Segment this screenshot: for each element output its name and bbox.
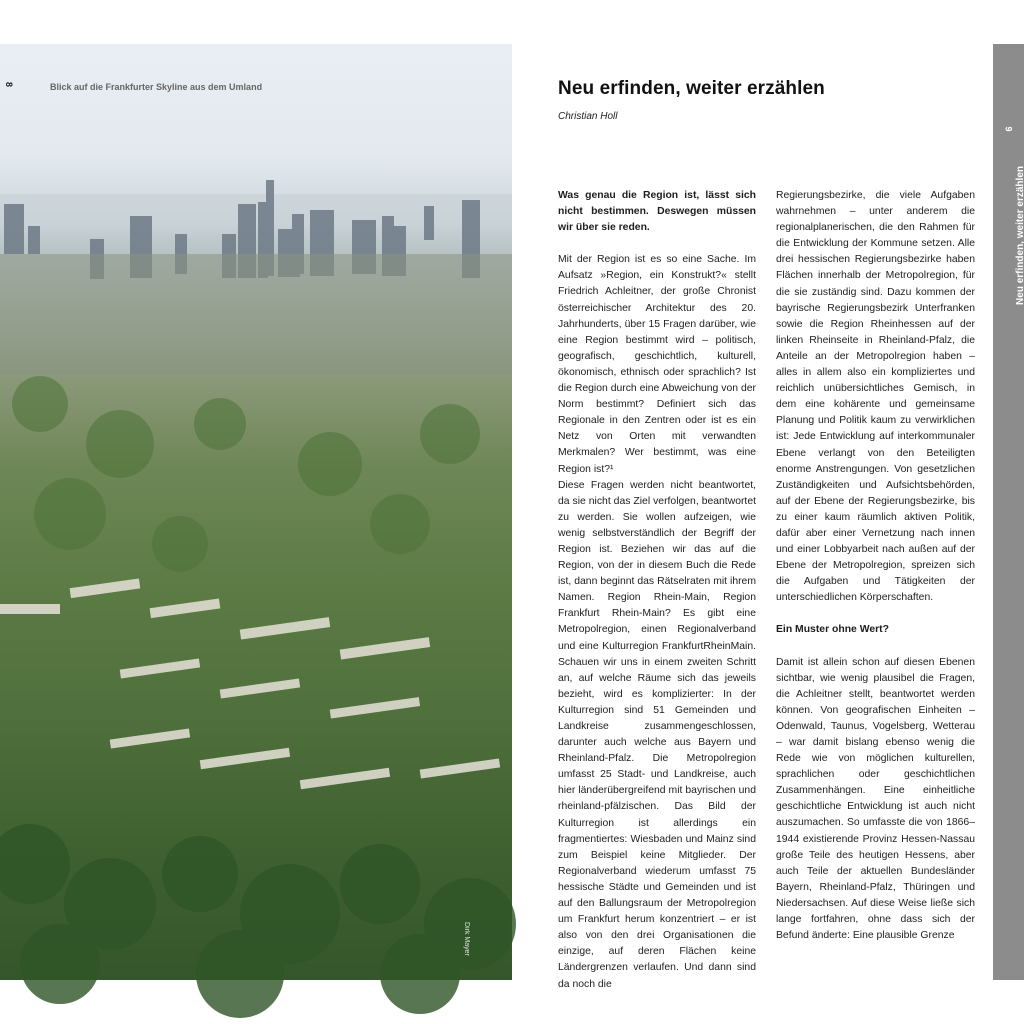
skyline-illustration: [0, 44, 512, 980]
text-column-left: [558, 188, 756, 993]
page-number-right: 9: [1003, 126, 1014, 132]
article-author: Christian Holl: [558, 111, 618, 122]
side-running-title: Neu erfinden, weiter erzählen: [1015, 166, 1026, 305]
body-paragraph: Damit ist allein schon auf diesen Ebenen sichtbar, wie wenig plausibel die Fragen, die Achleitner stellt, beantwortet werden können. Von geografischen Einheiten – Odenwald, Taunus, Vogelsberg, Wetterau – war damit bislang ebenso wenig die Rede wie von möglichen kulturellen, sprachlichen oder geschichtlichen Zusammenhängen. Eine einheitliche geschichtliche Entwicklung ist auch nicht auszumachen. So umfasste die von 1866–1944 existierende Provinz Hessen-Nassau große Teile des heutigen Hessens, aber auch Teile der aktuellen Bundesländer Bayern, Rheinland-Pfalz, Thüringen und Niedersachsen. Auf diese Weise ließe sich lange fortfahren, ohne dass sich der Befund änderte: Eine plausible Grenze: [776, 656, 975, 942]
body-paragraph: Diese Fragen werden nicht beantwortet, da sie nicht das Ziel verfolgen, beantwortet zu werden. Sie wollen aufzeigen, wie wenig selbstverständlich der Begriff der Region ist. Beziehen wir das auf die Region, von der in diesem Buch die Rede ist, dann beginnt das Rätselraten mit ihrem Namen. Region Rhein-Main, Region Frankfurt Rhein-Main? Es gibt eine Metropolregion, einen Regionalverband und eine Kulturregion FrankfurtRheinMain. Schauen wir uns in einem zweiten Schritt an, auf welche Räume sich das jeweils bezieht, wird es komplizierter: In der Kulturregion sind 51 Gemeinden und Landkreise zusammengeschlossen, darunter auch welche aus Bayern und Rheinland-Pfalz. Die Metropolregion umfasst 25 Stadt- und Landkreise, auch hier länderübergreifend mit bayrischen und rheinland-pfälzischen. Das Bild der Kulturregion ist allerdings ein fragmentiertes: Wiesbaden und Mainz sind zum Beispiel keine Mitglieder. Der Regionalverband wiederum umfasst 75 hessische Städte und Gemeinden und ist auf den Ballungsraum der Metropolregion um Frankfurt herum konzentriert – er ist also von den drei Organisationen die einzige, auf deren Flächen keine Ländergrenzen verlaufen. Und dann sind da noch die: [558, 479, 756, 990]
side-tab: [993, 44, 1024, 980]
photo-credit: Dirk Mayer: [463, 922, 470, 956]
page-number-left: 8: [4, 82, 14, 88]
article-title: Neu erfinden, weiter erzählen: [558, 78, 825, 99]
body-paragraph: Regierungsbezirke, die viele Aufgaben wahrnehmen – unter anderem die regionalplanerischen, die den Rahmen für die Entwicklung der Kommune setzen. Alle drei hessischen Regierungsbezirke haben Flächen innerhalb der Metropolregion, für die sie zuständig sind. Dazu kommen der bayrische Regierungsbezirk Unterfranken sowie die Region Rheinhessen auf der linken Rheinseite in Rheinland-Pfalz, die Anteile an der Metropolregion haben – alles in allem also ein kompliziertes und reichlich unübersichtliches Gemisch, in dem eine kohärente und gemeinsame Planung und Politik kaum zu verwirklichen ist: Jede Entwicklung auf interkommunaler Ebene verlangt von den Beteiligten enorme Anstrengungen. Von gesetzlichen Zuständigkeiten und Aufsichtsbehörden, auf der Ebene der Regierungsbezirke, bis zu einer kaum räumlich aktiven Politik, dafür aber einer Vernetzung nach innen und einer Lobbyarbeit nach außen auf der Ebene der Metropolregion, spreizen sich die Aufgaben und Tätigkeiten der unterschiedlichen Körperschaften.: [776, 190, 975, 604]
skyline-photo: [0, 44, 512, 980]
photo-caption: Blick auf die Frankfurter Skyline aus dem Umland: [50, 82, 263, 92]
body-paragraph: Mit der Region ist es so eine Sache. Im Aufsatz »Region, ein Konstrukt?« stellt Friedrich Achleitner, der große Chronist österreichischer Architektur des 20. Jahrhunderts, über 15 Fragen darüber, wie eine Region bestimmt wird – politisch, geografisch, geschichtlich, kulturell, ökonomisch, ethnisch oder sprachlich? Ist die Region durch eine Abweichung von der Norm bestimmt? Definiert sich das Regionale in den Zentren oder ist es ein Netz von Orten mit verwandten Merkmalen? Wer bestimmt, was eine Region ist?¹: [558, 254, 756, 475]
text-column-right: [776, 188, 975, 944]
lead-paragraph: Was genau die Region ist, lässt sich nicht bestimmen. Deswegen müssen wir über sie reden.: [558, 190, 756, 234]
subheading: Ein Muster ohne Wert?: [776, 624, 889, 636]
